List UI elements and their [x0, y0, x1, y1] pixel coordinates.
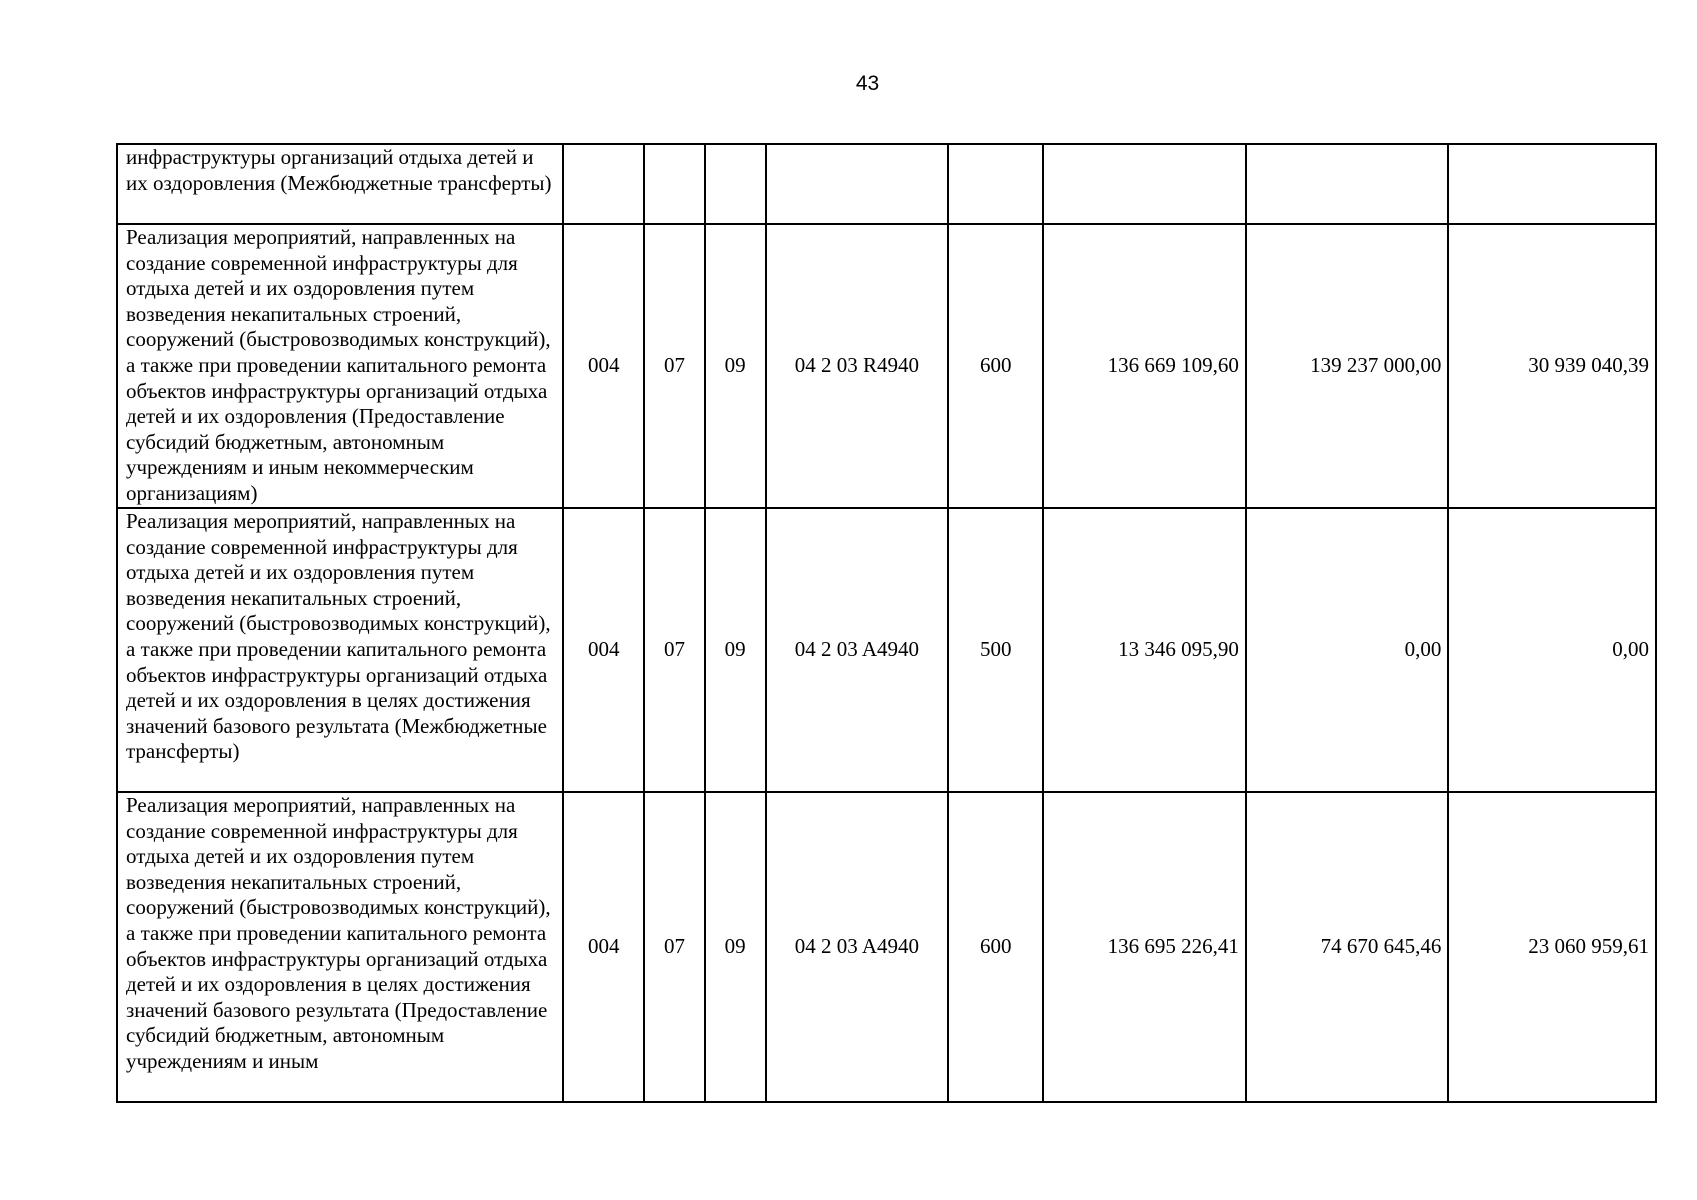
page-number: 43 [855, 72, 880, 95]
cell-expense-type: 600 [948, 224, 1043, 508]
cell-target-code: 04 2 03 A4940 [766, 508, 948, 792]
cell-description: Реализация мероприятий, направленных на создание современной инфраструктуры для отдыха детей и их оздоровления путем возведения некапитальных строений, сооружений (быстровозводимых конструкций), а также при проведении капитального ремонта объектов инфраструктуры организаций отдыха детей и их оздоровления (Предоставление субсидий бюджетным, автономным учреждениям и иным некоммерческим организациям) [117, 224, 563, 508]
cell-amount-2: 74 670 645,46 [1246, 792, 1449, 1102]
cell-section-code [644, 144, 704, 224]
cell-ministry-code [563, 144, 644, 224]
table-row [117, 792, 1656, 1102]
cell-subsection-code: 09 [705, 508, 766, 792]
cell-ministry-code: 004 [563, 508, 644, 792]
cell-target-code [766, 144, 948, 224]
cell-amount-1: 13 346 095,90 [1043, 508, 1246, 792]
cell-amount-2 [1246, 144, 1449, 224]
cell-amount-3: 23 060 959,61 [1448, 792, 1656, 1102]
cell-description: Реализация мероприятий, направленных на создание современной инфраструктуры для отдыха детей и их оздоровления путем возведения некапитальных строений, сооружений (быстровозводимых конструкций), а также при проведении капитального ремонта объектов инфраструктуры организаций отдыха детей и их оздоровления в целях достижения значений базового результата (Предоставление субсидий бюджетным, автономным учреждениям и иным [117, 792, 563, 1102]
table-row [117, 224, 1656, 508]
cell-amount-1 [1043, 144, 1246, 224]
cell-expense-type: 600 [948, 792, 1043, 1102]
table-row [117, 144, 1656, 224]
cell-subsection-code: 09 [705, 224, 766, 508]
cell-amount-1: 136 695 226,41 [1043, 792, 1246, 1102]
cell-amount-3: 30 939 040,39 [1448, 224, 1656, 508]
cell-section-code: 07 [644, 224, 704, 508]
cell-amount-3 [1448, 144, 1656, 224]
cell-amount-3: 0,00 [1448, 508, 1656, 792]
table-row [117, 508, 1656, 792]
cell-subsection-code [705, 144, 766, 224]
cell-section-code: 07 [644, 508, 704, 792]
cell-description: Реализация мероприятий, направленных на создание современной инфраструктуры для отдыха детей и их оздоровления путем возведения некапитальных строений, сооружений (быстровозводимых конструкций), а также при проведении капитального ремонта объектов инфраструктуры организаций отдыха детей и их оздоровления в целях достижения значений базового результата (Межбюджетные трансферты) [117, 508, 563, 792]
cell-ministry-code: 004 [563, 224, 644, 508]
cell-subsection-code: 09 [705, 792, 766, 1102]
cell-section-code: 07 [644, 792, 704, 1102]
budget-table [116, 143, 1657, 1103]
cell-expense-type [948, 144, 1043, 224]
cell-target-code: 04 2 03 A4940 [766, 792, 948, 1102]
cell-amount-2: 0,00 [1246, 508, 1449, 792]
cell-ministry-code: 004 [563, 792, 644, 1102]
cell-amount-1: 136 669 109,60 [1043, 224, 1246, 508]
cell-expense-type: 500 [948, 508, 1043, 792]
cell-target-code: 04 2 03 R4940 [766, 224, 948, 508]
cell-amount-2: 139 237 000,00 [1246, 224, 1449, 508]
cell-description: инфраструктуры организаций отдыха детей и их оздоровления (Межбюджетные трансферты) [117, 144, 563, 224]
